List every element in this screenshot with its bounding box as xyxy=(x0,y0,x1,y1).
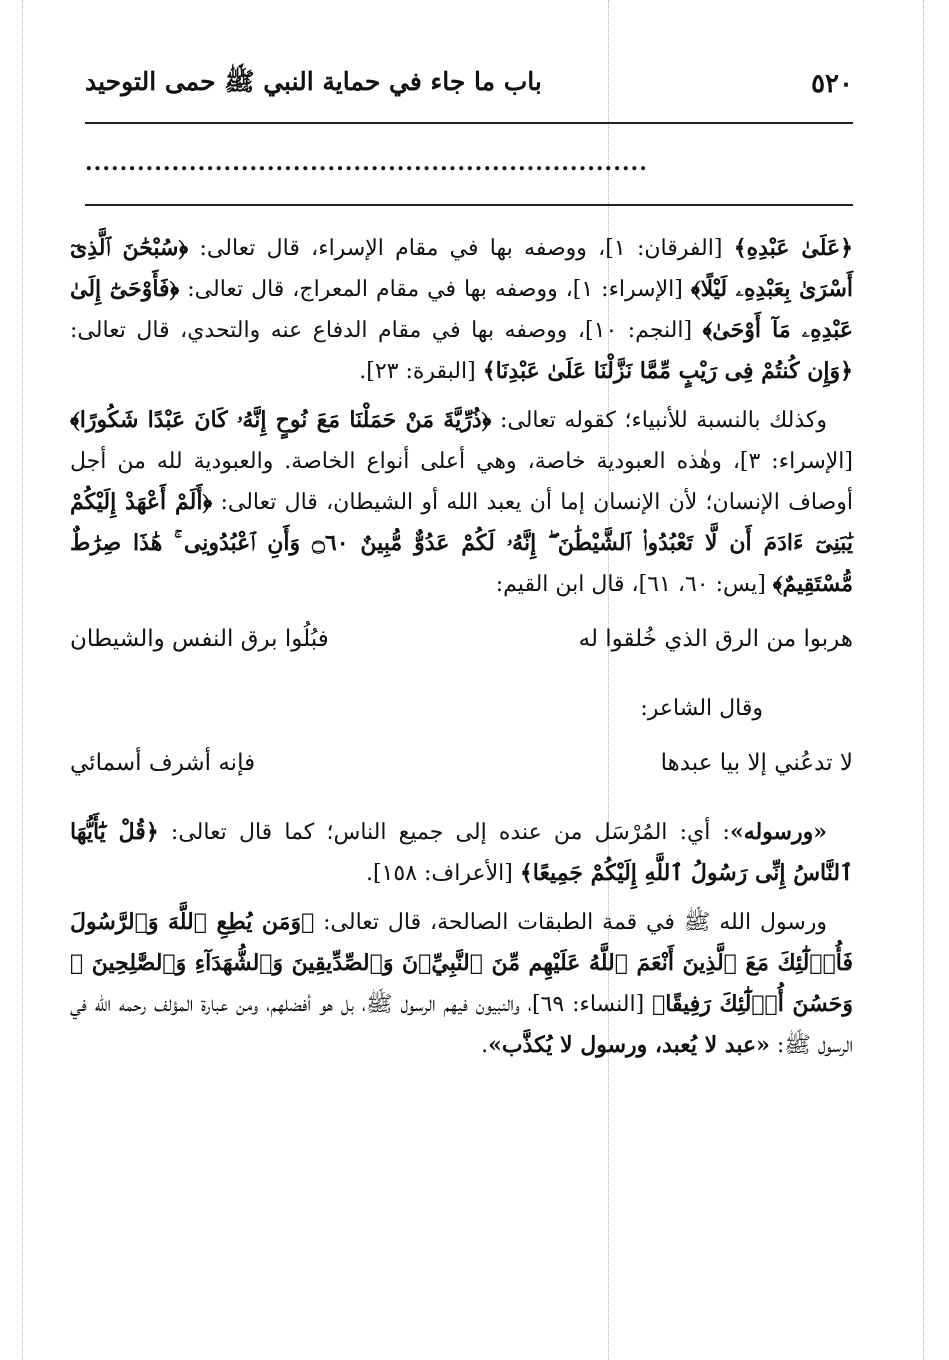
text-run: ورسول الله ﷺ في قمة الطبقات الصالحة، قال تعالى: xyxy=(314,910,828,935)
quran-quote: ﴿سُبْحَٰنَ ٱلَّذِىٓ أَسْرَىٰ بِعَبْدِهِۦ لَيْلًا﴾ xyxy=(70,235,854,302)
paragraph xyxy=(70,902,853,1066)
text-run: [الفرقان: ١]، ووصفه بها في مقام الإسراء، قال تعالى: xyxy=(188,236,734,261)
hemistich-right: هربوا من الرق الذي خُلقوا له xyxy=(578,626,853,652)
header-rule xyxy=(85,122,853,124)
section-rule xyxy=(85,204,853,206)
paragraph xyxy=(70,812,853,894)
page-header xyxy=(85,60,853,108)
text-run: [الإسراء: ١]، ووصفه بها في مقام المعراج، قال تعالى: xyxy=(179,277,691,302)
text-run: : أي: المُرْسَل من عنده إلى جميع الناس؛ كما قال تعالى: xyxy=(158,820,730,845)
hemistich-right: لا تدعُني إلا بيا عبدها xyxy=(660,750,853,776)
quran-quote: ﴿أَلَمْ أَعْهَدْ إِلَيْكُمْ يَٰبَنِىٓ ءَادَمَ أَن لَّا تَعْبُدُوا۟ ٱلشَّيْطَٰنَ ۖ إِنَّهُۥ لَكُمْ عَدُوٌّ مُّبِينٌ ۝٦٠ وَأَنِ ٱعْبُدُونِى ۚ هَٰذَا صِرَٰطٌ مُّسْتَقِيمٌ﴾ xyxy=(70,489,853,597)
text-run: [الإسراء: ٣]، وهٰذه العبودية خاصة، وهي أعلى أنواع الخاصة. والعبودية لله من أجل أوصاف الإنسان؛ لأن الإنسان إما أن يعبد الله أو الشيطان، قال تعالى: xyxy=(70,449,853,515)
text-run: [النساء: ٦٩]، والنبيون فيهم الرسول ﷺ، بل هو أفضلهم، ومن عبارة المؤلف رحمه الله في الرسول ﷺ: xyxy=(70,992,853,1058)
paragraph xyxy=(70,400,853,605)
scan-guide-line xyxy=(923,0,924,1360)
page-number: ٥٢٠ xyxy=(811,69,853,99)
body-text xyxy=(70,228,853,1074)
hemistich-left: فبُلُوا برق النفس والشيطان xyxy=(70,626,329,652)
quran-quote: ﴿عَلَىٰ عَبْدِهِ﴾ xyxy=(733,235,853,261)
text-run: وكذلك بالنسبة للأنبياء؛ كقوله تعالى: xyxy=(491,408,827,433)
author-quote: «عبد لا يُعبد، ورسول لا يُكذَّب» xyxy=(488,1032,770,1058)
text-run: . xyxy=(481,1033,489,1058)
scan-guide-line xyxy=(22,0,23,1360)
quran-quote: ﴿قُلْ يَٰٓأَيُّهَا ٱلنَّاسُ إِنِّى رَسُولُ ٱللَّهِ إِلَيْكُمْ جَمِيعًا﴾ xyxy=(70,819,853,886)
poem-verse xyxy=(70,743,853,784)
quran-quote: ﴿وَإِن كُنتُمْ فِى رَيْبٍ مِّمَّا نَزَّلْنَا عَلَىٰ عَبْدِنَا﴾ xyxy=(482,358,853,384)
hemistich-left: فإنه أشرف أسمائي xyxy=(70,750,256,776)
paragraph xyxy=(70,228,853,392)
quran-quote: ﴿وَمَن يُطِعِ ٱللَّهَ وَٱلرَّسُولَ فَأُو۟لَٰٓئِكَ مَعَ ٱلَّذِينَ أَنْعَمَ ٱللَّهُ عَلَيْهِم مِّنَ ٱلنَّبِيِّۦنَ وَٱلصِّدِّيقِينَ وَٱلشُّهَدَآءِ وَٱلصَّٰلِحِينَ ۚ وَحَسُنَ أُو۟لَٰٓئِكَ رَفِيقًا﴾ xyxy=(70,909,853,1017)
poem-verse xyxy=(70,619,853,660)
text-run: [يس: ٦٠، ٦١]، قال ابن القيم: xyxy=(495,572,773,597)
quran-quote: ﴿ذُرِّيَّةَ مَنْ حَمَلْنَا مَعَ نُوحٍ إِنَّهُۥ كَانَ عَبْدًا شَكُورًا﴾ xyxy=(70,407,492,433)
running-title: باب ما جاء في حماية النبي ﷺ حمى التوحيد xyxy=(85,66,542,96)
quran-quote: ﴿فَأَوْحَىٰٓ إِلَىٰ عَبْدِهِۦ مَآ أَوْحَىٰ﴾ xyxy=(70,276,854,343)
poet-intro: وقال الشاعر: xyxy=(640,696,763,721)
text-run: [البقرة: ٢٣]. xyxy=(359,359,483,384)
key-term: «ورسوله» xyxy=(729,819,827,845)
elision-dots: ................................................................. xyxy=(85,150,648,176)
text-run: [الأعراف: ١٥٨]. xyxy=(365,861,520,886)
text-run: [النجم: ١٠]، ووصفه بها في مقام الدفاع عنه والتحدي، قال تعالى: xyxy=(70,318,703,343)
